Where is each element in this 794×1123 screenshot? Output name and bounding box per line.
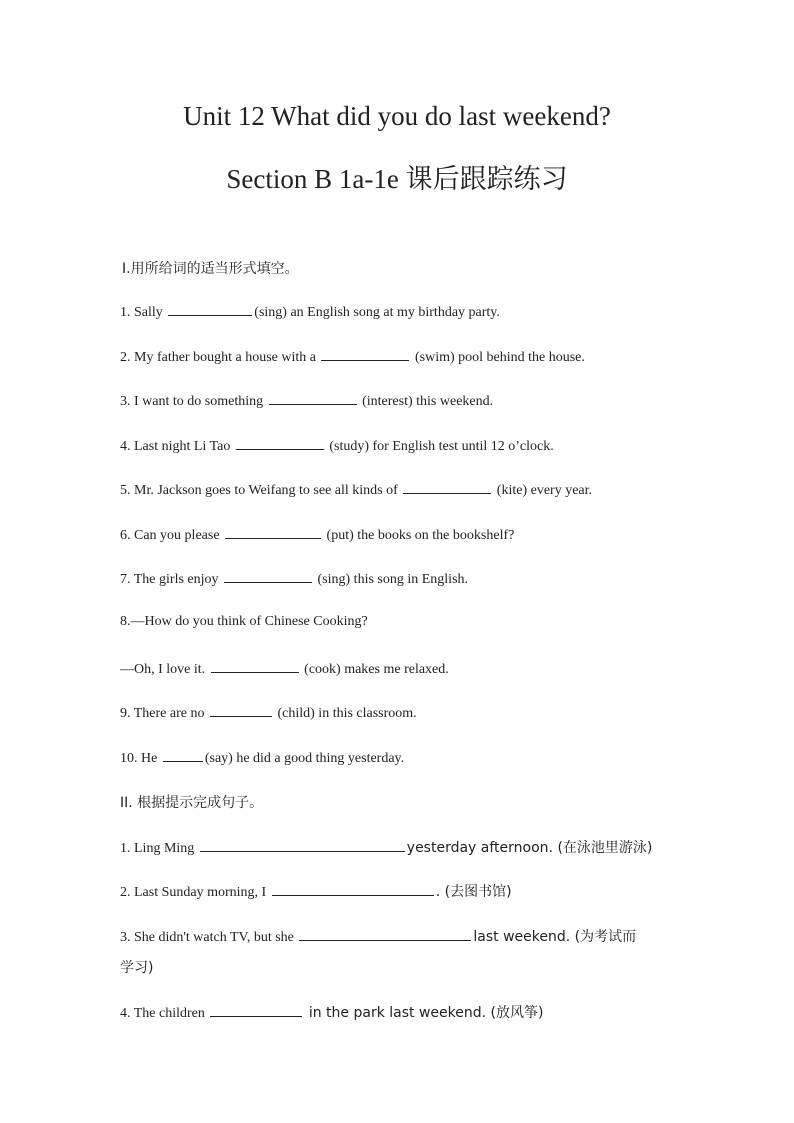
exercise-item bbox=[120, 614, 368, 630]
answer-blank[interactable] bbox=[168, 302, 252, 316]
exercise-item bbox=[120, 748, 404, 767]
item-text: —Oh, I love it. bbox=[120, 662, 209, 677]
exercise-item-continuation: 学习) bbox=[120, 960, 154, 976]
exercise-item bbox=[120, 480, 592, 499]
answer-blank[interactable] bbox=[200, 838, 405, 852]
item-text: (sing) this song in English. bbox=[314, 572, 469, 587]
item-text: in the park last weekend. (放风筝) bbox=[304, 1005, 544, 1021]
exercise-item bbox=[120, 881, 512, 901]
item-text: (cook) makes me relaxed. bbox=[300, 662, 449, 677]
answer-blank[interactable] bbox=[224, 569, 312, 583]
item-text: 5. Mr. Jackson goes to Weifang to see all kinds of bbox=[120, 483, 402, 498]
exercise-item bbox=[120, 926, 636, 946]
exercise-item bbox=[120, 436, 554, 455]
exercise-item bbox=[120, 391, 493, 410]
item-text: 4. The children bbox=[120, 1006, 209, 1021]
page-subtitle: Section B 1a-1e 课后跟踪练习 bbox=[226, 164, 568, 194]
item-text: 4. Last night Li Tao bbox=[120, 439, 234, 454]
item-text: (say) he did a good thing yesterday. bbox=[204, 751, 405, 766]
exercise-item bbox=[120, 837, 652, 857]
answer-blank[interactable] bbox=[236, 436, 324, 450]
page-title: Unit 12 What did you do last weekend? bbox=[183, 101, 611, 131]
answer-blank[interactable] bbox=[299, 927, 471, 941]
answer-blank[interactable] bbox=[225, 525, 321, 539]
item-text: 6. Can you please bbox=[120, 528, 224, 543]
exercise-item bbox=[120, 659, 449, 678]
item-text: (swim) pool behind the house. bbox=[411, 350, 585, 365]
exercise-item bbox=[120, 1002, 543, 1022]
item-text: yesterday afternoon. (在泳池里游泳) bbox=[406, 840, 653, 856]
item-text: 3. I want to do something bbox=[120, 394, 267, 409]
item-text: 2. Last Sunday morning, I bbox=[120, 885, 270, 900]
answer-blank[interactable] bbox=[211, 659, 299, 673]
answer-blank[interactable] bbox=[321, 347, 409, 361]
item-text: (sing) an English song at my birthday party. bbox=[254, 305, 500, 320]
answer-blank[interactable] bbox=[403, 480, 491, 494]
item-text: 2. My father bought a house with a bbox=[120, 350, 320, 365]
item-text: (kite) every year. bbox=[493, 483, 593, 498]
item-text: 1. Sally bbox=[120, 305, 167, 320]
item-text: 7. The girls enjoy bbox=[120, 572, 223, 587]
exercise-item bbox=[120, 525, 514, 544]
item-text: last weekend. (为考试而 bbox=[473, 929, 637, 945]
item-text: 9. There are no bbox=[120, 706, 208, 721]
answer-blank[interactable] bbox=[163, 748, 203, 762]
exercise-item bbox=[120, 703, 417, 722]
exercise-item bbox=[120, 569, 468, 588]
answer-blank[interactable] bbox=[210, 703, 272, 717]
answer-blank[interactable] bbox=[269, 391, 357, 405]
item-text: 10. He bbox=[120, 751, 161, 766]
exercise-item bbox=[120, 302, 500, 321]
item-text: 8.—How do you think of Chinese Cooking? bbox=[120, 614, 368, 629]
item-text: 1. Ling Ming bbox=[120, 841, 198, 856]
part1-heading: Ⅰ.用所给词的适当形式填空。 bbox=[122, 261, 299, 277]
item-text: . (去图书馆) bbox=[435, 884, 512, 900]
item-text: (interest) this weekend. bbox=[358, 394, 494, 409]
item-text: (study) for English test until 12 o’clock. bbox=[325, 439, 554, 454]
answer-blank[interactable] bbox=[272, 882, 434, 896]
exercise-item bbox=[120, 347, 585, 366]
item-text: 3. She didn't watch TV, but she bbox=[120, 930, 298, 945]
item-text: (child) in this classroom. bbox=[273, 706, 417, 721]
answer-blank[interactable] bbox=[210, 1003, 302, 1017]
item-text: (put) the books on the bookshelf? bbox=[323, 528, 515, 543]
part2-heading: II. 根据提示完成句子。 bbox=[120, 795, 264, 811]
